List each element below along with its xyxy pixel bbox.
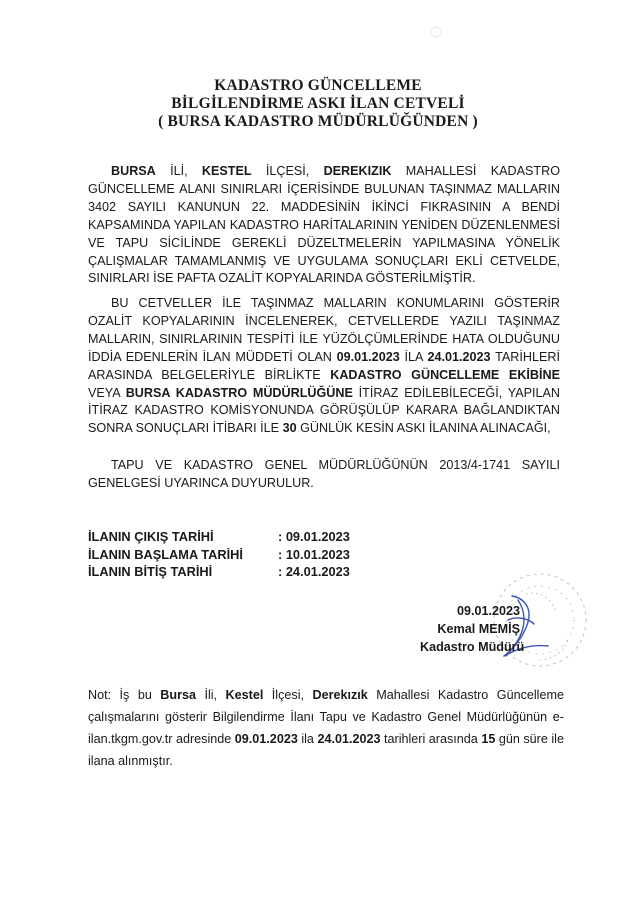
date-row-start <box>88 546 368 564</box>
signature-block <box>420 602 525 656</box>
date-row-issue <box>88 528 368 546</box>
announcement-paragraph-3: TAPU VE KADASTRO GENEL MÜDÜRLÜĞÜNÜN 2013/4-1741 SAYILI GENELGESİ UYARINCA DUYURULUR. <box>88 458 560 490</box>
paper-spot <box>428 24 444 40</box>
date-value: : 24.01.2023 <box>278 564 350 579</box>
announcement-paragraph-1: BURSA İLİ, KESTEL İLÇESİ, DEREKIZIK MAHALLESİ KADASTRO GÜNCELLEME ALANI SINIRLARI İÇERİSİNDE BULUNAN TAŞINMAZ MALLARIN 3402 SAYILI KANUNUN 22. MADDESİNİN İKİNCİ FIKRASININ A BENDİ KAPSAMINDA YAPILAN KADASTRO HARİTALARININ YENİDEN DÜZENLENMESİ VE TAPU SİCİLİNDE GEREKLİ DÜZELTMELERİN YAPILMASINA YÖNELİK ÇALIŞMALAR TAMAMLANMIŞ VE UYGULAMA SONUÇLARI EKLİ CETVELDE, SINIRLARI İSE PAFTA OZALİT KOPYALARINDA GÖSTERİLMİŞTİR. <box>88 164 560 286</box>
signatory-name: Kemal MEMİŞ <box>437 622 520 636</box>
date-label: İLANIN BİTİŞ TARİHİ <box>88 564 213 579</box>
signatory-title: Kadastro Müdürü <box>420 640 525 654</box>
announcement-dates <box>88 528 368 581</box>
footnote: Not: İş bu Bursa İli, Kestel İlçesi, Derekızık Mahallesi Kadastro Güncelleme çalışmalarını gösterir Bilgilendirme İlanı Tapu ve Kadastro Genel Müdürlüğünün e-ilan.tkgm.gov.tr adresinde 09.01.2023 ila 24.01.2023 tarihleri arasında 15 gün süre ile ilana alınmıştır. <box>88 688 564 768</box>
date-label: İLANIN BAŞLAMA TARİHİ <box>88 546 243 562</box>
date-value: : 10.01.2023 <box>278 546 350 562</box>
announcement-paragraph-2: BU CETVELLER İLE TAŞINMAZ MALLARIN KONUMLARINI GÖSTERİR OZALİT KOPYALARININ İNCELENEREK, CETVELLERDE YAZILI TAŞINMAZ MALLARIN, SINIRLARININ TESPİTİ İLE YÜZÖLÇÜMLERİNDE HATA OLDUĞUNU İDDİA EDENLERİN İLAN MÜDDETİ OLAN 09.01.2023 İLA 24.01.2023 TARİHLERİ ARASINDA BELGELERİYLE BİRLİKTE KADASTRO GÜNCELLEME EKİBİNE VEYA BURSA KADASTRO MÜDÜRLÜĞÜNE İTİRAZ EDİLEBİLECEĞİ, YAPILAN İTİRAZ KADASTRO KOMİSYONUNDA GÖRÜŞÜLÜP KARARA BAĞLANDIKTAN SONRA SONUÇLARI İTİBARI İLE 30 GÜNLÜK KESİN ASKI İLANINA ALINACAĞI, <box>88 296 560 436</box>
heading-line-1: KADASTRO GÜNCELLEME <box>214 77 422 94</box>
date-value: : 09.01.2023 <box>278 529 350 544</box>
heading-line-3: ( BURSA KADASTRO MÜDÜRLÜĞÜNDEN ) <box>158 113 478 130</box>
document-heading <box>0 77 636 131</box>
date-label: İLANIN ÇIKIŞ TARİHİ <box>88 529 214 544</box>
signature-date: 09.01.2023 <box>456 604 520 618</box>
heading-line-2: BİLGİLENDİRME ASKI İLAN CETVELİ <box>171 95 465 112</box>
date-row-end <box>88 563 368 581</box>
